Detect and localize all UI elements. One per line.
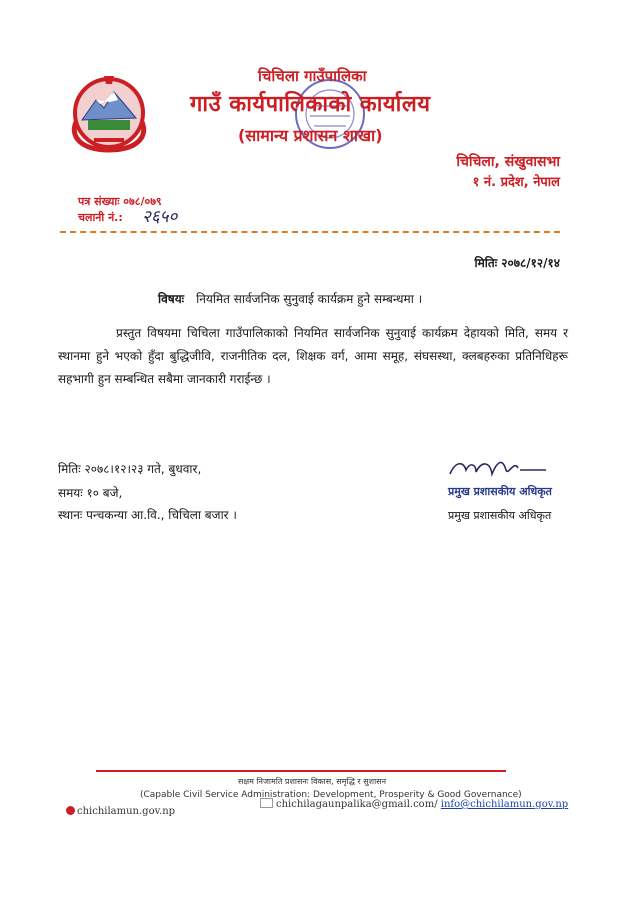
email-1[interactable]: chichilagaunpalika@gmail.com/ xyxy=(276,799,438,810)
footer-divider xyxy=(96,770,506,772)
footer-emails xyxy=(260,798,568,810)
dispatch-number: २६५० xyxy=(142,207,178,227)
letter-body: प्रस्तुत विषयमा चिचिला गाउँपालिकाको नियमित सार्वजनिक सुनुवाई कार्यक्रम देहायको मिति, समय र स्थानमा हुने भएको हुँदा बुद्धिजीवि, राजनीतिक दल, शिक्षक वर्ग, आमा समूह, संघसस्था, क्लबहरुका प्रतिनिधिहरू सहभागी हुन सम्बन्धित सबैमा जानकारी गराईन्छ । xyxy=(58,326,568,386)
nepal-emblem-icon xyxy=(66,70,152,156)
footer-motto-en: (Capable Civil Service Administration: Development, Prosperity & Good Governance) xyxy=(140,790,522,800)
dispatch-label: चलानी नं.: xyxy=(78,211,123,224)
globe-icon xyxy=(66,806,75,815)
website-text[interactable]: chichilamun.gov.np xyxy=(77,806,176,817)
signatory-title: प्रमुख प्रशासकीय अधिकृत xyxy=(448,509,552,522)
mail-icon xyxy=(260,798,273,808)
signature-stamp: प्रमुख प्रशासकीय अधिकृत xyxy=(448,485,552,498)
subject-line xyxy=(158,290,422,307)
header-divider xyxy=(60,231,560,233)
footer-website[interactable] xyxy=(66,806,175,817)
subject-label: विषयः xyxy=(158,292,185,306)
event-time: समयः १० बजे, xyxy=(58,486,123,500)
footer-motto-np: सक्षम निजामति प्रशासनः विकास, समृद्धि र सुशासन xyxy=(237,777,387,786)
address-line1: चिचिला, संखुवासभा xyxy=(456,154,560,170)
subject-text: नियमित सार्वजनिक सुनुवाई कार्यक्रम हुने सम्बन्धमा । xyxy=(196,292,423,306)
address-line2: १ नं. प्रदेश, नेपाल xyxy=(472,175,560,190)
letter-number: पत्र संख्याः ०७८/०७९ xyxy=(78,195,162,208)
email-2[interactable]: info@chichilamun.gov.np xyxy=(440,799,569,810)
office-name: गाउँ कार्यपालिकाको कार्यालय xyxy=(190,92,431,117)
letter-date: मितिः २०७८/१२/१४ xyxy=(474,256,560,270)
event-venue: स्थानः पन्चकन्या आ.वि., चिचिला बजार । xyxy=(58,508,237,522)
event-date: मितिः २०७८।१२।२३ गते, बुधवार, xyxy=(58,462,202,476)
municipality-name: चिचिला गाउँपालिका xyxy=(258,67,367,85)
section-name: (सामान्य प्रशासन शाखा) xyxy=(238,126,383,145)
